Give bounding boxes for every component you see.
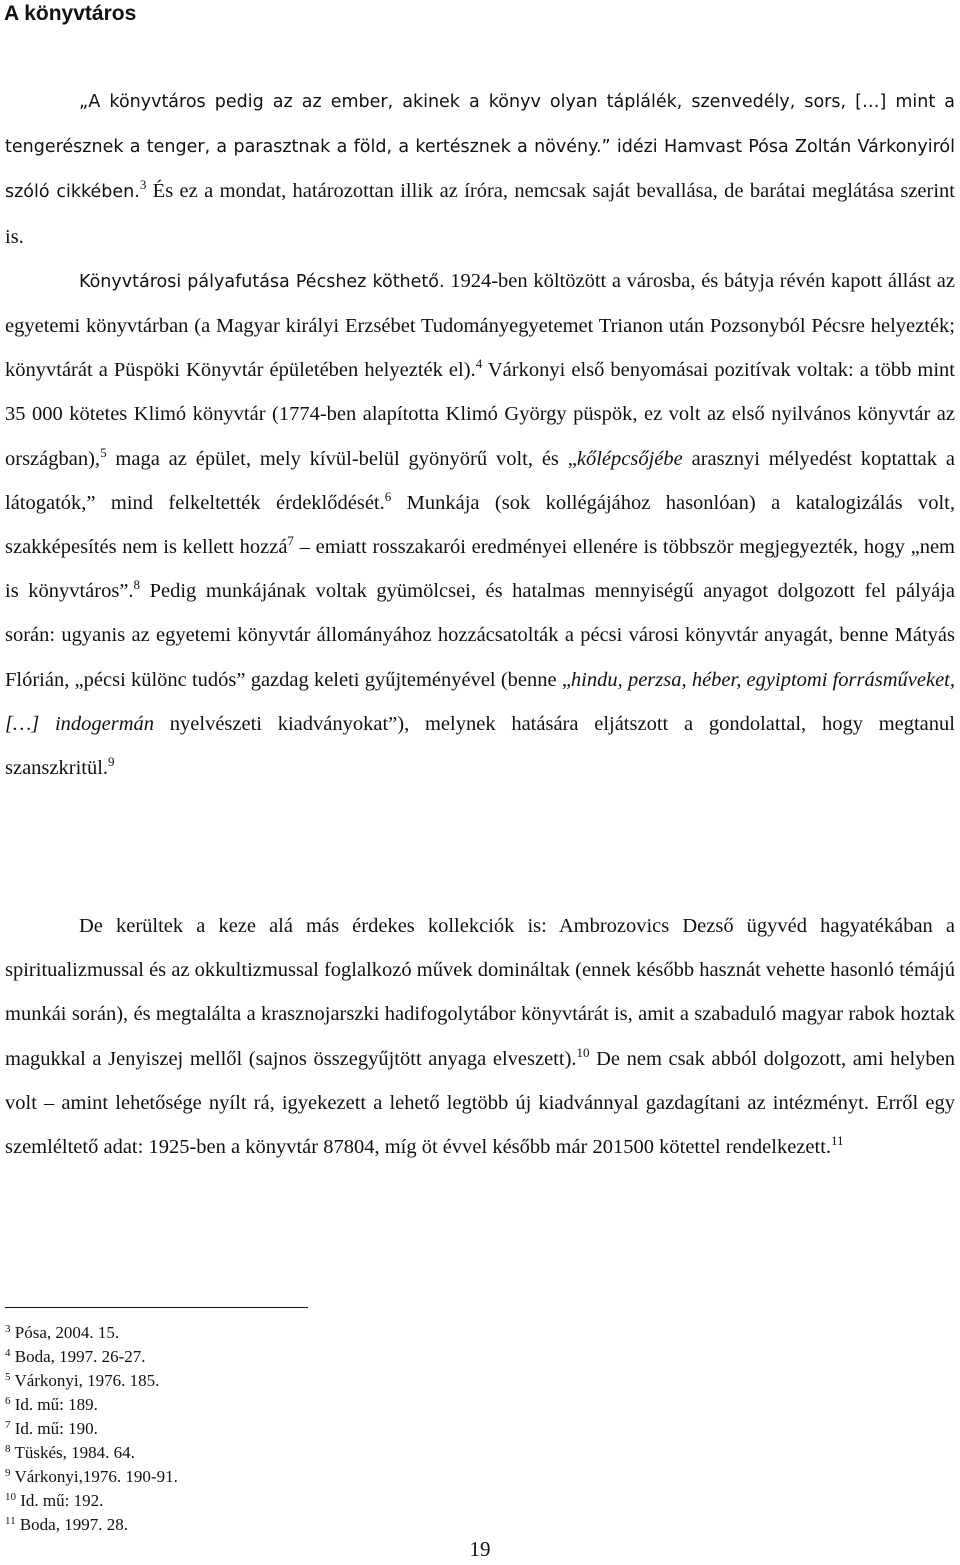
footnote-number: 7 (5, 1418, 11, 1431)
footnote-ref-10[interactable]: 10 (576, 1044, 590, 1060)
footnote-item (5, 1321, 178, 1345)
footnote-ref-11[interactable]: 11 (831, 1133, 844, 1149)
footnote-item (5, 1489, 178, 1513)
footnote-item (5, 1345, 178, 1369)
footnote-text: Tüskés, 1984. 64. (14, 1443, 135, 1462)
footnote-item (5, 1441, 178, 1465)
footnote-number: 3 (5, 1322, 11, 1335)
sentence-text: Pedig munkájának voltak gyümölcsei, és hatalmas mennyiségű anyagot dolgozott fel pályája során: ugyanis az egyetemi könyvtár állományához hozzácsatolták a pécsi városi könyvtár anyagát, benne Mátyás Flórián, „pécsi különc tudós” gazdag keleti gyűjteményével (benne „ (5, 580, 955, 691)
footnote-ref-5[interactable]: 5 (100, 444, 107, 460)
footnote-ref-3[interactable]: 3 (139, 177, 147, 193)
emphasis-text: kőlépcsőjébe (576, 447, 683, 470)
sentence-text: arasznyi mélyedést koptattak a látogatók,” mind felkeltették érdeklődését. (5, 447, 955, 514)
quote-text: „A könyvtáros pedig az az ember, akinek a könyv olyan táplálék, szenvedély, sors, […] mint a tengerésznek a tenger, a parasztnak a föld, a kertésznek a növény.” (5, 92, 955, 158)
sentence-text: nyelvészeti kiadványokat”), melynek hatására eljátszott a gondolattal, hogy megtanul szanszkritül. (5, 712, 955, 780)
footnote-number: 4 (5, 1346, 11, 1359)
footnote-text: Várkonyi, 1976. 185. (14, 1371, 160, 1390)
footnote-ref-7[interactable]: 7 (287, 533, 294, 549)
footnote-text: Várkonyi,1976. 190-91. (14, 1467, 178, 1486)
footnote-number: 6 (5, 1394, 11, 1407)
footnote-text: Boda, 1997. 26-27. (14, 1347, 146, 1366)
paragraph-1 (5, 79, 955, 790)
footnote-text: Id. mű: 192. (20, 1491, 104, 1510)
footnote-item (5, 1393, 178, 1417)
footnote-list (5, 1321, 178, 1537)
paragraph-2 (5, 904, 955, 1169)
footnote-ref-4[interactable]: 4 (475, 356, 483, 372)
sentence-text: De kerültek a keze alá más érdekes kollekciók is: Ambrozovics Dezső ügyvéd hagyatékában a spiritualizmussal és az okkultizmussal foglalkozó művek domináltak (ennek később hasznát vehette hasonló témájú munkái során), és megtalálta a krasznojarszki hadifogolytábor könyvtárát is, amit a szabaduló magyar rabok hoztak magukkal a Jenyiszej mellől (sajnos összegyűjtött anyaga elveszett). (5, 915, 955, 1070)
footnote-item (5, 1369, 178, 1393)
section-heading: A könyvtáros (4, 2, 137, 25)
footnote-divider (5, 1307, 308, 1308)
footnote-number: 5 (5, 1370, 11, 1383)
sentence-text: De nem csak abból dolgozott, ami helyben volt – amint lehetősége nyílt rá, igyekezett a lehető legtöbb új kiadvánnyal gazdagítani az intézményt. Erről egy szemléltető adat: 1925-ben a könyvtár 87804, míg öt évvel később már 201500 kötettel rendelkezett. (5, 1047, 955, 1159)
footnote-ref-8[interactable]: 8 (133, 577, 141, 593)
emphasis-text: hindu, perzsa, héber, egyiptomi forrásműveket, […] indogermán (5, 668, 955, 735)
footnote-text: Boda, 1997. 28. (19, 1515, 128, 1534)
footnote-item (5, 1417, 178, 1441)
sentence-text: – emiatt rosszakarói eredményei ellenére is többször megjegyezték, hogy „nem is könyvtáros”. (5, 536, 955, 603)
sentence-text: 1924-ben költözött a városba, és bátyja révén kapott állást az egyetemi könyvtárban (a Magyar királyi Erzsébet Tudományegyetemet Trianon után Pozsonyból Pécsre helyezték; könyvtárát a Püspöki Könyvtár épületében helyezték el). (5, 269, 955, 382)
sentence-text: Várkonyi első benyomásai pozitívak voltak: a több mint 35 000 kötetes Klimó könyvtár (1774-ben alapította Klimó György püspök, ez volt az első nyilvános könyvtár az országban), (5, 359, 955, 470)
footnote-ref-6[interactable]: 6 (384, 489, 392, 505)
footnote-number: 10 (5, 1490, 16, 1503)
sentence-text: Munkája (sok kollégájához hasonlóan) a katalogizálás volt, szakképesítés nem is kellett hozzá (5, 491, 955, 559)
sentence-text: idézi Hamvast Pósa Zoltán Várkonyiról szóló cikkében. (5, 137, 955, 203)
page-number: 19 (469, 1537, 491, 1561)
sentence-text: És ez a mondat, határozottan illik az íróra, nemcsak saját bevallása, de barátai meglátása szerint is. (5, 180, 955, 248)
sentence-text: maga az épület, mely kívül-belül gyönyörű volt, és „ (106, 447, 577, 470)
footnote-item (5, 1465, 178, 1489)
footnote-text: Id. mű: 190. (14, 1419, 98, 1438)
footnote-number: 9 (5, 1466, 11, 1479)
footnote-text: Pósa, 2004. 15. (14, 1323, 120, 1342)
footnote-item (5, 1513, 178, 1537)
footnote-number: 8 (5, 1442, 11, 1455)
footnote-text: Id. mű: 189. (14, 1395, 98, 1414)
footnote-ref-9[interactable]: 9 (108, 754, 115, 770)
sentence-text: Könyvtárosi pályafutása Pécshez köthető. (79, 271, 445, 292)
footnote-number: 11 (5, 1514, 16, 1527)
